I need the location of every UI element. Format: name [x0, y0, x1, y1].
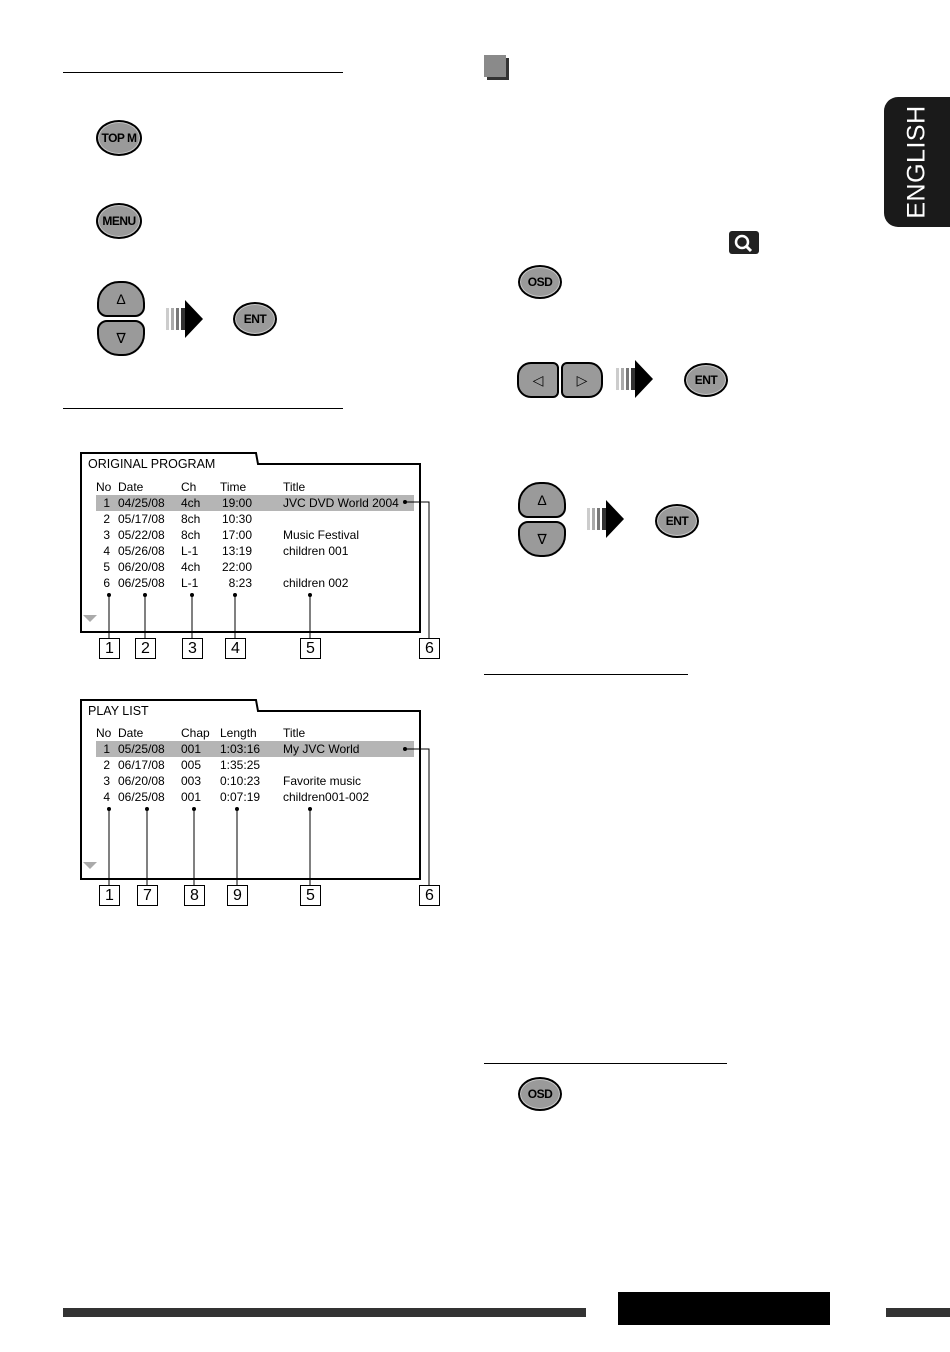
cell-ch: 8ch: [181, 528, 201, 542]
header-length: Length: [220, 726, 257, 740]
cell-ch: L-1: [181, 576, 199, 590]
cell-no: 3: [103, 528, 110, 542]
header-chap: Chap: [181, 726, 210, 740]
callout-number: 1: [99, 885, 120, 906]
header-title: Title: [283, 480, 306, 494]
cell-no: 2: [103, 512, 110, 526]
callout-number: 7: [137, 885, 158, 906]
cell-length: 0:07:19: [220, 790, 261, 804]
callout-number: 2: [135, 638, 156, 659]
cell-date: 05/26/08: [118, 544, 165, 558]
table-row[interactable]: [96, 511, 414, 527]
callout-number: 4: [225, 638, 246, 659]
table-row[interactable]: [96, 559, 414, 575]
header-time: Time: [220, 480, 247, 494]
cell-title: Favorite music: [283, 774, 362, 788]
cell-title: children001-002: [283, 790, 370, 804]
cell-date: 05/17/08: [118, 512, 165, 526]
cell-title: JVC DVD World 2004: [283, 496, 399, 510]
header-no: No: [96, 480, 112, 494]
cell-date: 06/17/08: [118, 758, 165, 772]
cell-no: 2: [103, 758, 110, 772]
cell-ch: 8ch: [181, 512, 201, 526]
top-menu-button[interactable]: TOP M: [96, 120, 142, 156]
cell-title: My JVC World: [283, 742, 360, 756]
header-no: No: [96, 726, 112, 740]
cell-time: 10:30: [221, 512, 252, 526]
cell-chap: 003: [181, 774, 202, 788]
table-row[interactable]: [96, 741, 414, 757]
cell-title: children 002: [283, 576, 349, 590]
cell-chap: 001: [181, 742, 202, 756]
enter-button[interactable]: ENT: [655, 504, 699, 538]
cell-ch: L-1: [181, 544, 199, 558]
cell-chap: 001: [181, 790, 202, 804]
header-date: Date: [118, 726, 144, 740]
callout-number: 6: [419, 638, 440, 659]
osd-button[interactable]: OSD: [518, 1077, 562, 1111]
cell-time: 19:00: [221, 496, 252, 510]
play-list-screen: [78, 697, 448, 912]
cell-no: 5: [103, 560, 110, 574]
footer-bar-left: [63, 1308, 586, 1317]
section-rule-mid-right: [484, 674, 688, 675]
table-row[interactable]: [96, 575, 414, 591]
cell-no: 3: [103, 774, 110, 788]
language-label: ENGLISH: [902, 105, 931, 219]
callout-number: 9: [227, 885, 248, 906]
section-marker-square: [484, 55, 506, 77]
tab-title: PLAY LIST: [88, 704, 149, 718]
callout-number: 3: [182, 638, 203, 659]
scroll-down-icon: [83, 615, 97, 622]
table-row[interactable]: [96, 527, 414, 543]
table-row[interactable]: [96, 757, 414, 773]
header-ch: Ch: [181, 480, 197, 494]
osd-button[interactable]: OSD: [518, 265, 562, 299]
table-row[interactable]: [96, 495, 414, 511]
cell-length: 0:10:23: [220, 774, 261, 788]
enter-button[interactable]: ENT: [684, 363, 728, 397]
cell-chap: 005: [181, 758, 202, 772]
cell-time: 22:00: [221, 560, 252, 574]
table-row[interactable]: [96, 543, 414, 559]
cell-no: 1: [103, 496, 110, 510]
cell-time: 8:23: [228, 576, 252, 590]
header-title: Title: [283, 726, 306, 740]
section-rule-bottom-right: [484, 1063, 727, 1064]
down-button[interactable]: ∇: [97, 320, 145, 356]
cell-time: 13:19: [221, 544, 252, 558]
arrow-right-icon: [616, 360, 656, 400]
up-button[interactable]: Δ: [97, 281, 145, 317]
up-button[interactable]: Δ: [518, 482, 566, 518]
arrow-right-icon: [587, 500, 627, 540]
table-row[interactable]: [96, 773, 414, 789]
cell-no: 1: [103, 742, 110, 756]
cell-date: 06/25/08: [118, 790, 165, 804]
enter-button[interactable]: ENT: [233, 302, 277, 336]
callout-number: 5: [300, 638, 321, 659]
cell-no: 4: [103, 544, 110, 558]
tab-title: ORIGINAL PROGRAM: [88, 457, 216, 471]
section-rule-top-left: [63, 72, 343, 73]
down-button[interactable]: ∇: [518, 521, 566, 557]
cell-date: 06/20/08: [118, 560, 165, 574]
language-tab: [884, 97, 950, 227]
cell-ch: 4ch: [181, 496, 201, 510]
cell-date: 04/25/08: [118, 496, 165, 510]
cell-date: 06/20/08: [118, 774, 165, 788]
cell-time: 17:00: [221, 528, 252, 542]
section-rule-mid-left: [63, 408, 343, 409]
arrow-right-icon: [166, 300, 206, 340]
cell-title: Music Festival: [283, 528, 360, 542]
cell-length: 1:03:16: [220, 742, 261, 756]
cell-date: 05/22/08: [118, 528, 165, 542]
cell-date: 05/25/08: [118, 742, 165, 756]
scroll-down-icon: [83, 862, 97, 869]
callout-number: 8: [184, 885, 205, 906]
left-button[interactable]: ◁: [517, 362, 559, 398]
cell-length: 1:35:25: [220, 758, 261, 772]
cell-ch: 4ch: [181, 560, 201, 574]
menu-button[interactable]: MENU: [96, 203, 142, 239]
search-icon: [729, 231, 759, 254]
cell-no: 4: [103, 790, 110, 804]
original-program-screen: [78, 450, 448, 665]
cell-date: 06/25/08: [118, 576, 165, 590]
footer-bar-right: [886, 1308, 950, 1317]
callout-number: 1: [99, 638, 120, 659]
right-button[interactable]: ▷: [561, 362, 603, 398]
callout-number: 5: [300, 885, 321, 906]
cell-no: 6: [103, 576, 110, 590]
cell-title: children 001: [283, 544, 349, 558]
page-number-block: [618, 1292, 830, 1325]
callout-number: 6: [419, 885, 440, 906]
table-row[interactable]: [96, 789, 414, 805]
header-date: Date: [118, 480, 144, 494]
